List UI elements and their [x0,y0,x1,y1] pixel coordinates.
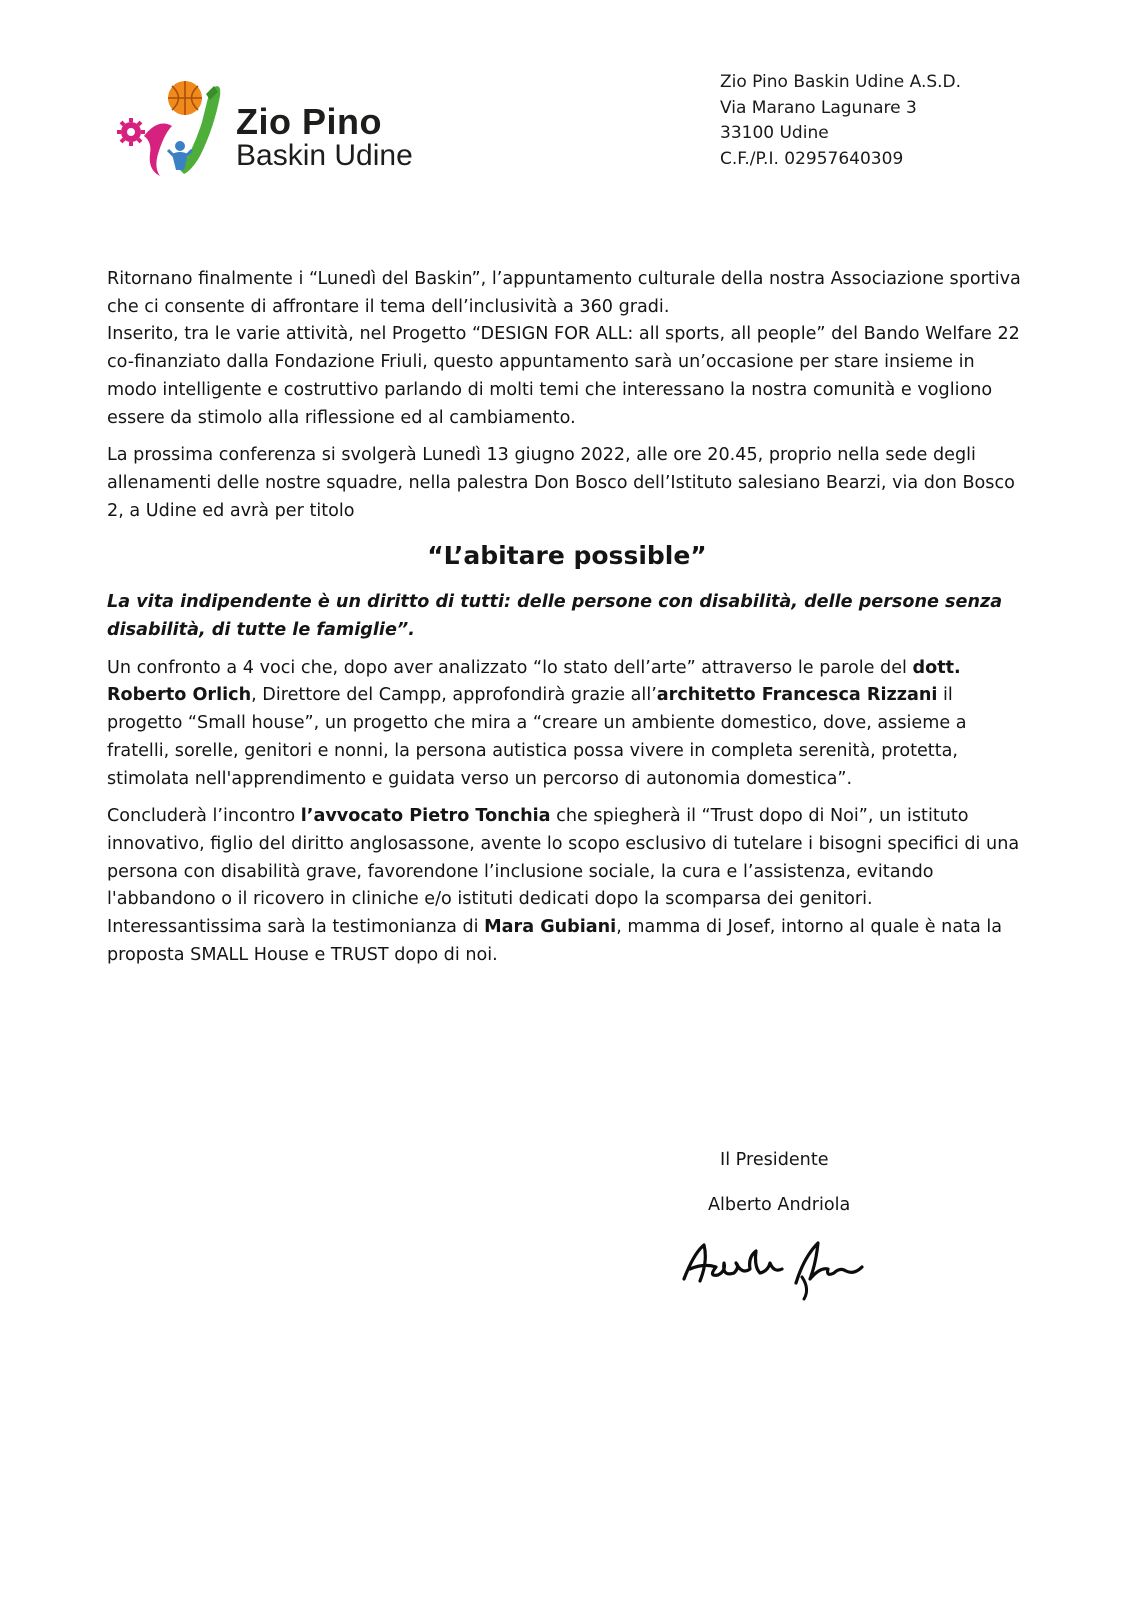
intro-paragraph: Ritornano finalmente i “Lunedì del Baskin”, l’appuntamento culturale della nostra Associazione sportiva che ci consente di affrontare il tema dell’inclusività a 360 gradi. [107,269,1021,317]
conference-subtitle: La vita indipendente è un diritto di tutti: delle persone con disabilità, delle persone senza disabilità, di tutte le famiglie”. [107,592,1003,641]
speaker-name: l’avvocato Pietro Tonchia [300,806,551,827]
text-span: Un confronto a 4 voci che, dopo aver analizzato “lo stato dell’arte” attraverso le parole del [107,657,913,678]
address-line: Zio Pino Baskin Udine A.S.D. [720,72,962,92]
text-span: , Direttore del Campp, approfondirà grazie all’ [251,685,657,706]
text-span: che spiegherà il “Trust dopo di Noi”, un istituto innovativo, figlio del diritto anglosassone, avente lo scopo esclusivo di tutelare i bisogni specifici di una persona con disabilità grave, favorendone l’inclusione sociale, la cura e l’assistenza, evitando l'abbandono o il ricovero in cliniche e/o istituti dedicati dopo la scomparsa dei genitori. Interessantissima sarà la testimonianza di [107,806,1020,938]
speaker-name: architetto Francesca Rizzani [656,685,938,706]
closing-paragraph [107,803,1027,969]
logo-subtitle: Baskin Udine [236,139,413,172]
address-line: C.F./P.I. 02957640309 [720,148,904,169]
text-span: il progetto “Small house”, un progetto che mira a “creare un ambiente domestico, dove, assieme a fratelli, sorelle, genitori e nonni, la persona autistica possa vivere in completa serenità, protetta, stimolata nell'apprendimento e guidata verso un percorso di autonomia domestica”. [107,685,967,789]
logo [114,78,454,182]
conference-paragraph: La prossima conferenza si svolgerà Lunedì 13 giugno 2022, alle ore 20.45, proprio nella sede degli allenamenti delle nostre squadre, nella palestra Don Bosco dell’Istituto salesiano Bearzi, via don Bosco 2, a Udine ed avrà per titolo [107,445,1015,521]
letter-body [107,266,1027,969]
handwritten-signature-icon [678,1233,878,1303]
logo-mark-icon [114,78,236,182]
speaker-name: Mara Gubiani [484,917,617,938]
address-line: 33100 Udine [720,123,829,143]
logo-title: Zio Pino [236,101,382,142]
sender-address [720,70,961,172]
text-span: , mamma di Josef, intorno al quale è nata la proposta SMALL House e TRUST dopo di noi. [107,917,1003,965]
project-paragraph: Inserito, tra le varie attività, nel Progetto “DESIGN FOR ALL: all sports, all people” del Bando Welfare 22 co-finanziato dalla Fondazione Friuli, questo appuntamento sarà un’occasione per stare insieme in modo intelligente e costruttivo parlando di molti temi che interessano la nostra comunità e vogliono essere da stimolo alla riflessione ed al cambiamento. [107,324,1020,428]
address-line: Via Marano Lagunare 3 [720,97,917,118]
conference-title: “L’abitare possible” [427,541,707,571]
signer-name: Alberto Andriola [708,1195,851,1215]
signer-role: Il Presidente [720,1150,829,1170]
speakers-paragraph [107,655,1027,794]
text-span: Concluderà l’incontro [107,806,301,827]
speaker-name: dott. Roberto Orlich [107,657,961,706]
